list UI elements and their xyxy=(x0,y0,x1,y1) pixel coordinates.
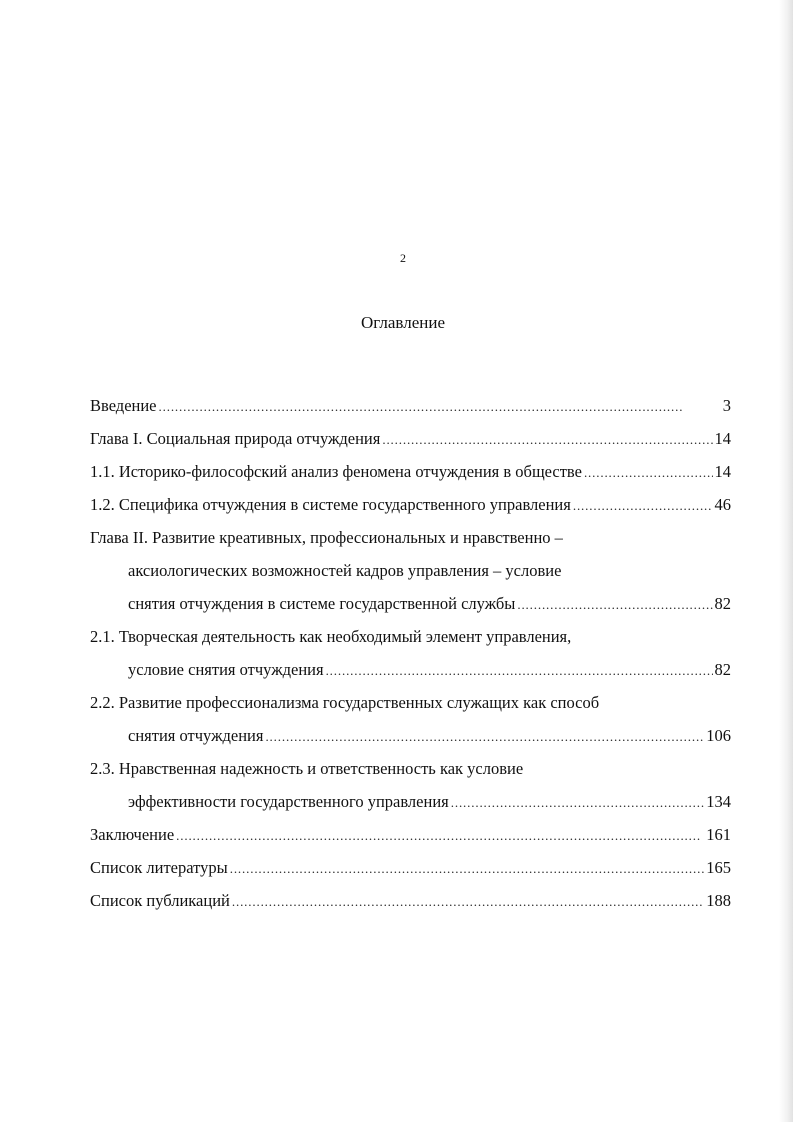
toc-entry-section-1-2 xyxy=(90,494,731,527)
toc-entry-page: 161 xyxy=(706,825,731,844)
toc-entry-bibliography xyxy=(90,857,731,890)
toc-entry-chapter-2-line-3 xyxy=(90,593,731,626)
toc-entry-section-2-2-line-2 xyxy=(90,725,731,758)
toc-entry-text: эффективности государственного управления xyxy=(128,792,449,811)
toc-entry-text: Глава I. Социальная природа отчуждения xyxy=(90,429,381,448)
dot-leader xyxy=(230,858,705,880)
dot-leader xyxy=(176,825,704,847)
toc-entry-page: 82 xyxy=(714,594,731,613)
toc-entry-text: 2.3. Нравственная надежность и ответственность как условие xyxy=(90,759,524,778)
dot-leader xyxy=(326,660,713,682)
dot-leader xyxy=(159,396,721,418)
toc-entry-page: 46 xyxy=(714,495,731,514)
toc-entry-page: 165 xyxy=(706,858,731,877)
toc-entry-introduction xyxy=(90,395,731,428)
toc-entry-text: снятия отчуждения в системе государственной службы xyxy=(128,594,516,613)
dot-leader xyxy=(517,594,712,616)
scan-edge-shadow xyxy=(779,0,793,1122)
page-number: 2 xyxy=(400,251,406,265)
toc-entry-text: снятия отчуждения xyxy=(128,726,264,745)
toc-entry-text: Заключение xyxy=(90,825,175,844)
dot-leader xyxy=(232,891,704,913)
toc-entry-chapter-2-line-1 xyxy=(90,527,731,560)
toc-entry-page: 14 xyxy=(714,462,731,481)
table-of-contents xyxy=(90,395,731,923)
toc-entry-text: Глава II. Развитие креативных, профессиональных и нравственно – xyxy=(90,528,563,547)
toc-entry-publications xyxy=(90,890,731,923)
toc-entry-text: Введение xyxy=(90,396,157,415)
toc-entry-section-2-3-line-2 xyxy=(90,791,731,824)
toc-entry-section-1-1 xyxy=(90,461,731,494)
toc-title: Оглавление xyxy=(361,313,445,332)
toc-entry-section-2-1-line-1 xyxy=(90,626,731,659)
toc-entry-text: 2.2. Развитие профессионализма государственных служащих как способ xyxy=(90,693,600,712)
toc-entry-section-2-3-line-1 xyxy=(90,758,731,791)
toc-entry-conclusion xyxy=(90,824,731,857)
toc-entry-page: 82 xyxy=(714,660,731,679)
dot-leader xyxy=(265,726,704,748)
dot-leader xyxy=(573,495,713,517)
toc-entry-section-2-1-line-2 xyxy=(90,659,731,692)
toc-entry-text: условие снятия отчуждения xyxy=(128,660,324,679)
toc-entry-page: 106 xyxy=(706,726,731,745)
toc-entry-page: 188 xyxy=(706,891,731,910)
toc-entry-text: 2.1. Творческая деятельность как необходимый элемент управления, xyxy=(90,627,572,646)
toc-entry-text: 1.1. Историко-философский анализ феномена отчуждения в обществе xyxy=(90,462,582,481)
dot-leader xyxy=(451,792,705,814)
toc-entry-text: аксиологических возможностей кадров управления – условие xyxy=(128,561,562,580)
toc-entry-text: Список литературы xyxy=(90,858,228,877)
toc-entry-page: 134 xyxy=(706,792,731,811)
toc-entry-chapter-2-line-2 xyxy=(90,560,731,593)
toc-entry-section-2-2-line-1 xyxy=(90,692,731,725)
toc-entry-text: Список публикаций xyxy=(90,891,230,910)
toc-entry-page: 14 xyxy=(714,429,731,448)
dot-leader xyxy=(584,462,713,484)
dot-leader xyxy=(382,429,712,451)
toc-entry-chapter-1 xyxy=(90,428,731,461)
toc-entry-text: 1.2. Специфика отчуждения в системе государственного управления xyxy=(90,495,571,514)
toc-entry-page: 3 xyxy=(722,396,731,415)
